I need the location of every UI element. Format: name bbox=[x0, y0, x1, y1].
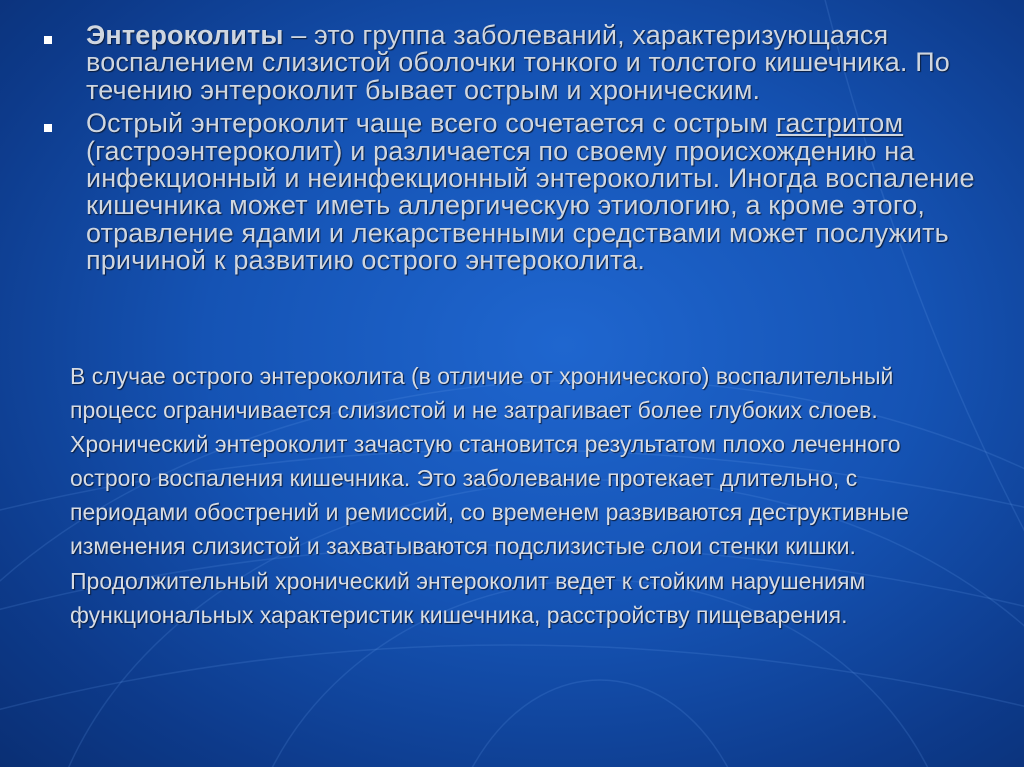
chronic-enterocolitis-paragraph: В случае острого энтероколита (в отличие от хронического) воспалительный процесс ограничивается слизистой и не затрагивает более глубоких слоев. Хронический энтероколит зачастую становится результатом плохо леченного острого воспаления кишечника. Это заболевание протекает длительно, с периодами обострений и ремиссий, со временем развиваются деструктивные изменения слизистой и захватываются подслизистые слои стенки кишки. Продолжительный хронический энтероколит ведет к стойким нарушениям функциональных характеристик кишечника, расстройству пищеварения. bbox=[70, 363, 909, 628]
definition-text: – это группа заболеваний, характеризующаяся воспалением слизистой оболочки тонкого и толстого кишечника. По течению энтероколит бывает острым и хроническим. bbox=[86, 20, 950, 105]
bullet-list bbox=[44, 22, 1004, 275]
square-bullet-icon bbox=[44, 36, 52, 44]
acute-text-start: Острый энтероколит чаще всего сочетается с острым bbox=[86, 108, 776, 139]
gastritis-link[interactable]: гастритом bbox=[775, 108, 904, 139]
square-bullet-icon bbox=[44, 124, 52, 132]
acute-text-end: (гастроэнтероколит) и различается по своему происхождению на инфекционный и неинфекционный энтероколиты. Иногда воспаление кишечника может иметь аллергическую этиологию, а кроме этого, отравление ядами и лекарственными средствами может послужить причиной к развитию острого энтероколита. bbox=[86, 135, 975, 276]
bullet-acute-enterocolitis bbox=[44, 110, 1004, 274]
bullet-definition bbox=[44, 22, 1004, 104]
term-enterocolitis: Энтероколиты bbox=[86, 20, 284, 50]
